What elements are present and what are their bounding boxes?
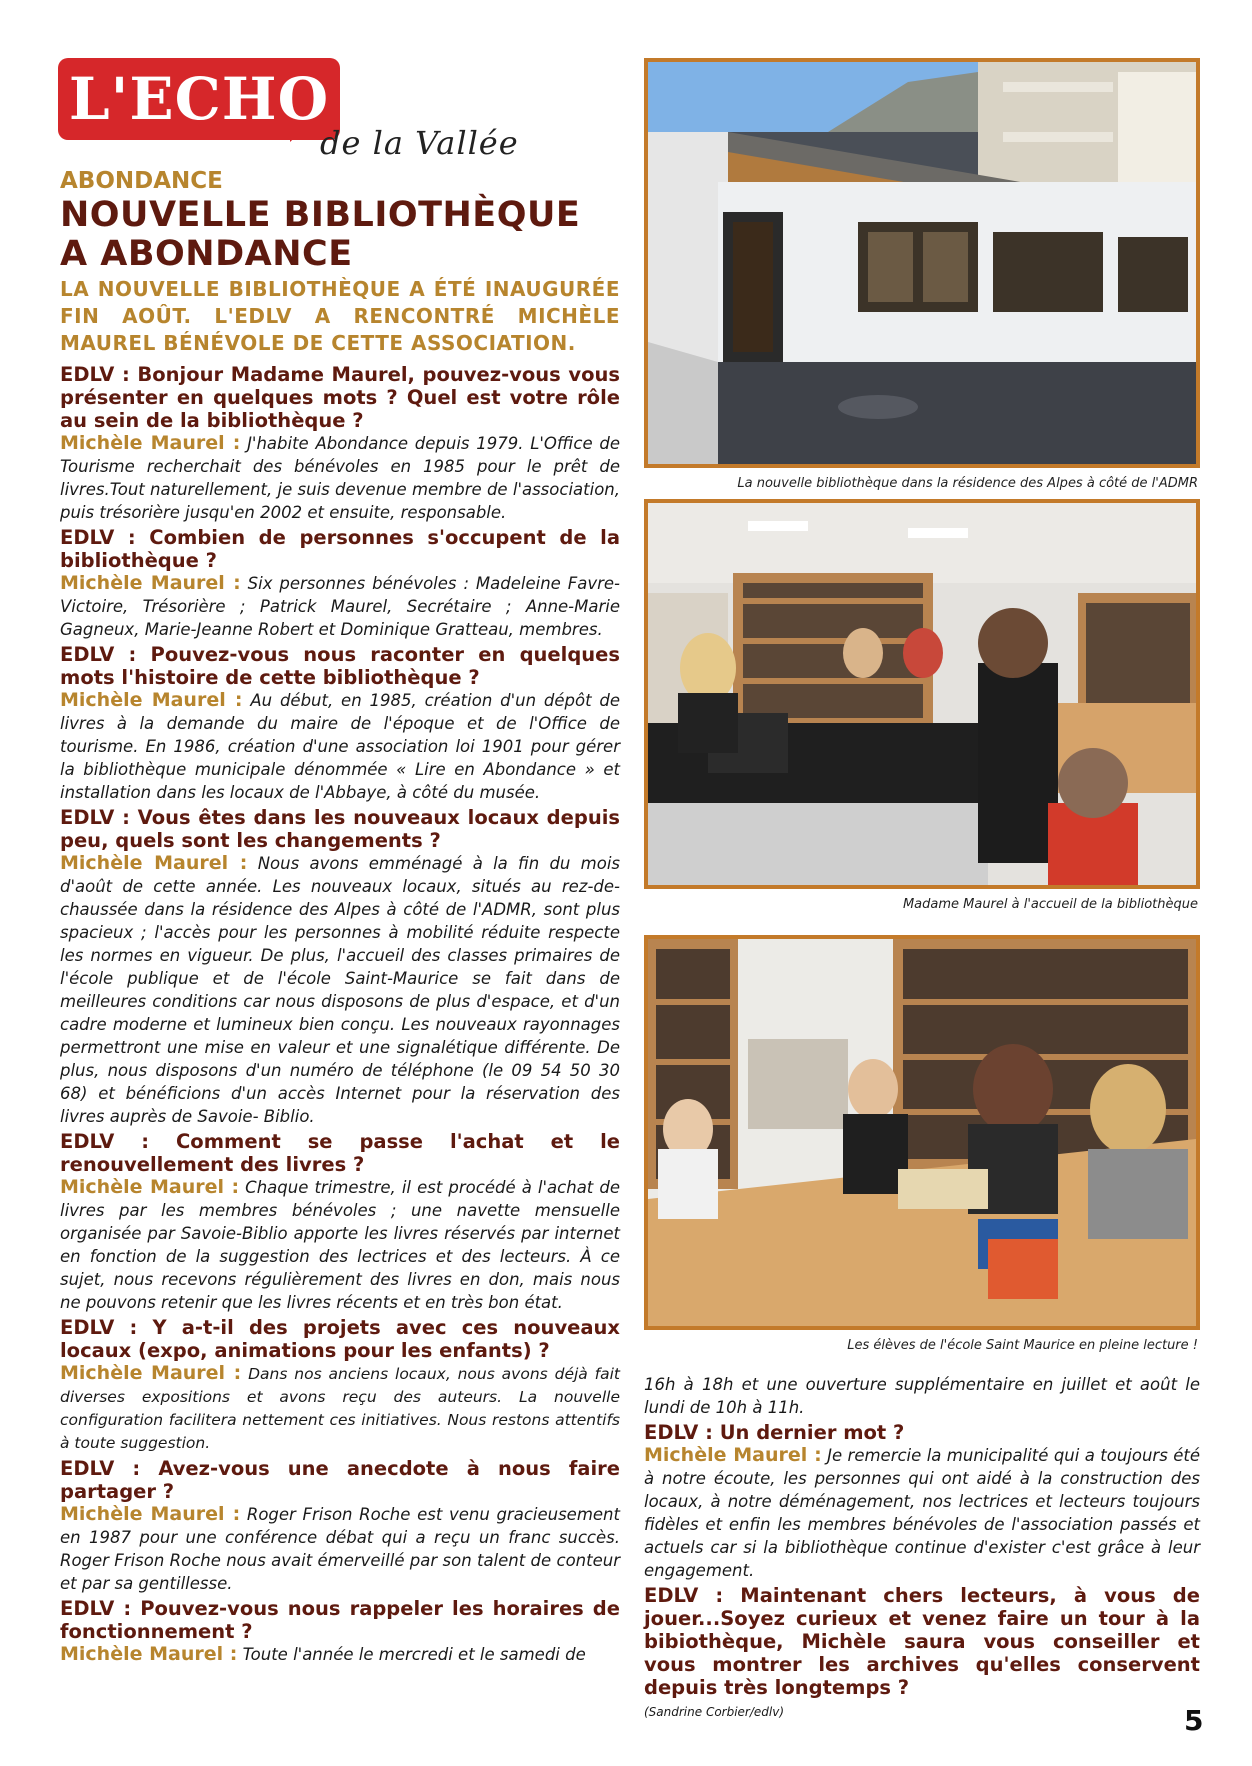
author-signature: (Sandrine Corbier/edlv) [644, 1705, 785, 1719]
photo-caption-1: La nouvelle bibliothèque dans la résidence des Alpes à côté de l'ADMR [737, 476, 1198, 491]
question-1: EDLV : Bonjour Madame Maurel, pouvez-vous vous présenter en quelques mots ? Quel est votre rôle au sein de la bibliothèque ? [60, 363, 620, 432]
question-6: EDLV : Y a-t-il des projets avec ces nouveaux locaux (expo, animations pour les enfants) ? [60, 1316, 620, 1362]
speaker-label: Michèle Maurel : [60, 1362, 242, 1384]
article-title: NOUVELLE BIBLIOTHÈQUE A ABONDANCE [60, 195, 581, 274]
logo-speech-tail [290, 120, 314, 142]
answer-4: Michèle Maurel : Nous avons emménagé à la fin du mois d'août de cette année. Les nouveaux locaux, situés au rez-de-chaussée dans la résidence des Alpes à côté de l'ADMR, sont plus spacieux ; l'accès pour les personnes à mobilité réduite respecte les normes en vigueur. De plus, l'accueil des classes primaires de l'école publique et de l'école Saint-Maurice se fait dans de meilleures conditions car nous disposons de plus d'espace, et d'un cadre moderne et lumineux bien conçu. Les nouveaux rayonnages permettront une mise en valeur et une signalétique différente. De plus, nous disposons d'un numéro de téléphone (le 09 54 50 30 68) et bénéficions d'un accès Internet pour la réservation des livres auprès de Savoie- Biblio. [60, 852, 620, 1126]
logo-subtitle: de la Vallée [320, 124, 519, 162]
answer-6: Michèle Maurel : Dans nos anciens locaux, nous avons déjà fait diverses expositions et avons reçu des auteurs. La nouvelle configuration facilitera nettement ces initiatives. Nous restons attentifs à toute suggestion. [60, 1362, 620, 1452]
speaker-label: Michèle Maurel : [60, 1503, 241, 1525]
speaker-label: Michèle Maurel : [60, 1643, 238, 1665]
logo-title: L'ECHO [68, 65, 330, 133]
question-3: EDLV : Pouvez-vous nous raconter en quelques mots l'histoire de cette bibliothèque ? [60, 643, 620, 689]
page-number: 5 [1184, 1704, 1204, 1737]
article-right-column [644, 1373, 1200, 1719]
hours-continuation: 16h à 18h et une ouverture supplémentaire en juillet et août le lundi de 10h à 11h. [644, 1375, 1200, 1417]
question-2: EDLV : Combien de personnes s'occupent de la bibliothèque ? [60, 526, 620, 572]
photo-caption-2: Madame Maurel à l'accueil de la bibliothèque [902, 897, 1198, 912]
speaker-label: Michèle Maurel : [60, 852, 248, 874]
answer-3: Michèle Maurel : Au début, en 1985, création d'un dépôt de livres à la demande du maire de l'époque et de l'Office de tourisme. En 1986, création d'une association loi 1901 pour gérer la bibliothèque municipale dénommée « Lire en Abondance » et installation dans les locaux de l'Abbaye, à côté du musée. [60, 689, 620, 802]
pupils-photo [644, 935, 1200, 1330]
speaker-label: Michèle Maurel : [60, 689, 243, 711]
question-8: EDLV : Pouvez-vous nous rappeler les horaires de fonctionnement ? [60, 1597, 620, 1643]
speaker-label: Michèle Maurel : [60, 1176, 240, 1198]
reception-photo [644, 499, 1200, 889]
speaker-label: Michèle Maurel : [644, 1444, 822, 1466]
speaker-label: Michèle Maurel : [60, 572, 241, 594]
article-chapo: LA NOUVELLE BIBLIOTHÈQUE A ÉTÉ INAUGURÉE FIN AOÛT. L'EDLV A RENCONTRÉ MICHÈLE MAUREL BÉNÉVOLE DE CETTE ASSOCIATION. [60, 277, 620, 355]
article-left-column [60, 168, 620, 1666]
answer-7: Michèle Maurel : Roger Frison Roche est venu gracieusement en 1987 pour une conférence débat qui a reçu un franc succès. Roger Frison Roche nous avait émerveillé par son talent de conteur et par sa gentillesse. [60, 1503, 620, 1593]
answer-5: Michèle Maurel : Chaque trimestre, il est procédé à l'achat de livres par les membres bénévoles ; une navette mensuelle organisée par Savoie-Biblio apporte les livres réservés par internet en fonction de la suggestion des lectrices et des lecteurs. À ce sujet, nous recevons régulièrement des livres en don, mais nous ne pouvons retenir que les livres récents et en très bon état. [60, 1176, 621, 1312]
article-kicker: ABONDANCE [60, 168, 223, 194]
photo-caption-3: Les élèves de l'école Saint Maurice en pleine lecture ! [847, 1338, 1198, 1353]
building-photo [644, 58, 1200, 468]
speaker-label: Michèle Maurel : [60, 432, 241, 454]
question-4: EDLV : Vous êtes dans les nouveaux locaux depuis peu, quels sont les changements ? [60, 806, 620, 852]
question-last: EDLV : Un dernier mot ? [644, 1421, 905, 1444]
answer-last: Michèle Maurel : Je remercie la municipalité qui a toujours été à notre écoute, les personnes qui ont aidé à la construction des locaux, à notre déménagement, nos lectrices et lecteurs toujours fidèles et enfin les membres bénévoles de l'association passés et actuels car si la bibliothèque continue d'exister c'est grâce à leur engagement. [644, 1444, 1200, 1580]
question-7: EDLV : Avez-vous une anecdote à nous faire partager ? [60, 1457, 620, 1503]
question-5: EDLV : Comment se passe l'achat et le renouvellement des livres ? [60, 1130, 620, 1176]
answer-8: Michèle Maurel : Toute l'année le mercredi et le samedi de [60, 1643, 586, 1665]
answer-1: Michèle Maurel : J'habite Abondance depuis 1979. L'Office de Tourisme recherchait des bénévoles en 1985 pour le prêt de livres.Tout naturellement, je suis devenue membre de l'association, puis trésorière jusqu'en 2002 et ensuite, responsable. [60, 432, 620, 522]
answer-2: Michèle Maurel : Six personnes bénévoles : Madeleine Favre-Victoire, Trésorière ; Patrick Maurel, Secrétaire ; Anne-Marie Gagneux, Marie-Jeanne Robert et Dominique Gratteau, membres. [60, 572, 621, 639]
closing-statement: EDLV : Maintenant chers lecteurs, à vous de jouer...Soyez curieux et venez faire un tour à la bibiothèque, Michèle saura vous conseiller et vous montrer les archives qu'elles conservent depuis très longtemps ? [644, 1584, 1200, 1699]
